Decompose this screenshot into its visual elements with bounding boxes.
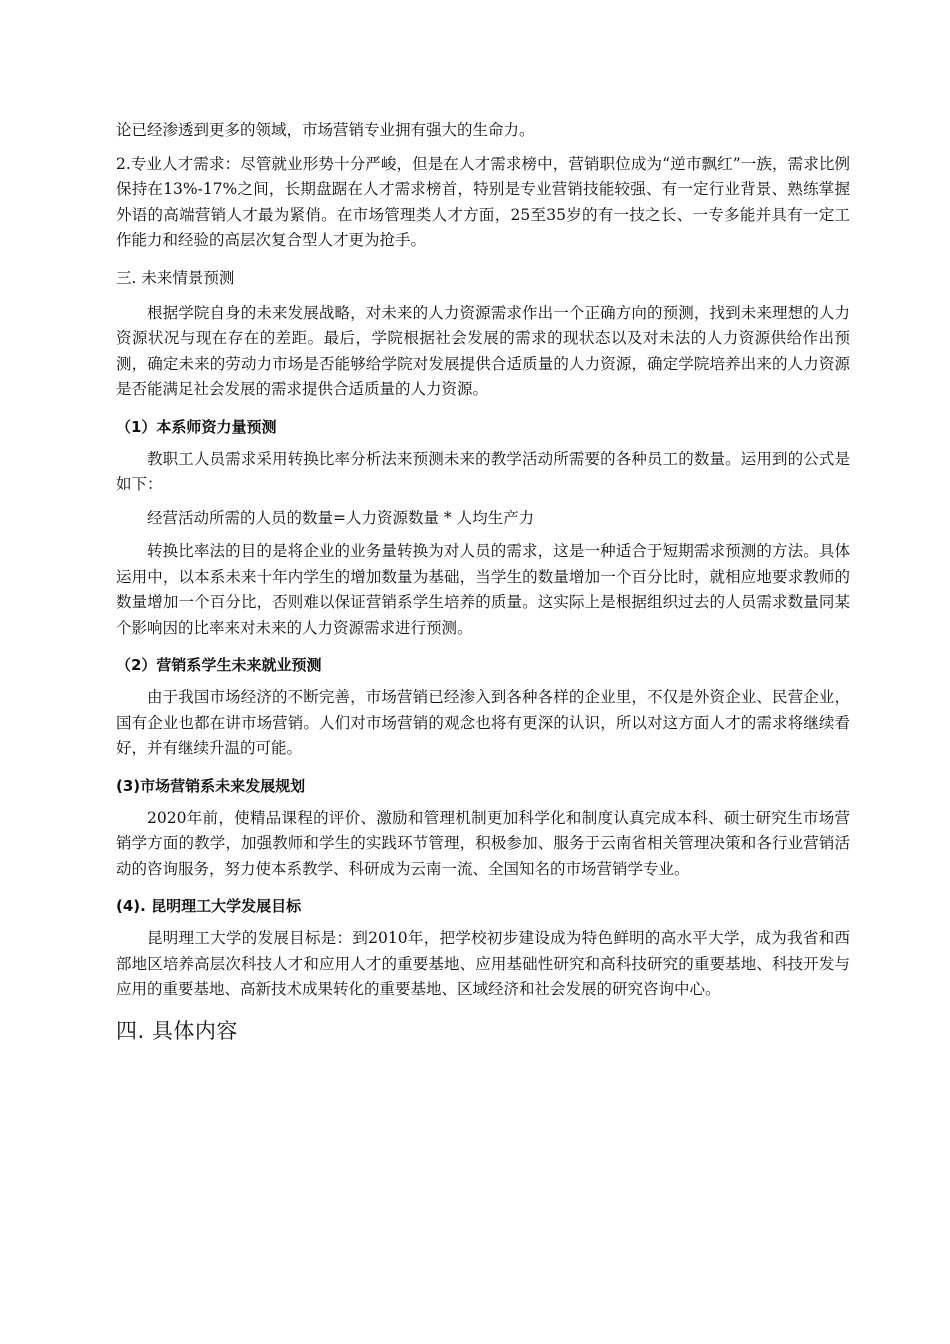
- paragraph-staff-forecast: 教职工人员需求采用转换比率分析法来预测未来的教学活动所需要的各种员工的数量。运用到的公式是如下：: [116, 449, 850, 493]
- paragraph-employment-forecast: 由于我国市场经济的不断完善，市场营销已经渗入到各种各样的企业里，不仅是外资企业、民营企业，国有企业也都在讲市场营销。人们对市场营销的观念也将有更深的认识，所以对这方面人才的需求将继续看好，并有继续升温的可能。: [116, 688, 850, 757]
- paragraph-development-plan: 2020年前，使精品课程的评价、激励和管理机制更加科学化和制度认真完成本科、硕士研究生市场营销学方面的教学，加强教师和学生的实践环节管理，积极参加、服务于云南省相关管理决策和各行业营销活动的咨询服务，努力使本系教学、科研成为云南一流、全国知名的市场营销学专业。: [116, 808, 850, 878]
- section-4-heading: 四. 具体内容: [116, 1018, 238, 1043]
- subsection-1-heading: （1）本系师资力量预测: [116, 417, 277, 436]
- subsection-4-heading: (4). 昆明理工大学发展目标: [116, 897, 302, 915]
- paragraph-continued: 论已经渗透到更多的领域，市场营销专业拥有强大的生命力。: [116, 121, 535, 139]
- paragraph-talent-demand: 2.专业人才需求：尽管就业形势十分严峻，但是在人才需求榜中，营销职位成为“逆市飘红”一族，需求比例保持在13%-17%之间，长期盘踞在人才需求榜首，特别是专业营销技能较强、有一定行业背景、熟练掌握外语的高端营销人才最为紧俏。在市场管理类人才方面，25至35岁的有一技之长、一专多能并具有一定工作能力和经验的高层次复合型人才更为抢手。: [116, 154, 850, 249]
- paragraph-ratio-method: 转换比率法的目的是将企业的业务量转换为对人员的需求，这是一种适合于短期需求预测的方法。具体运用中，以本系未来十年内学生的增加数量为基础，当学生的数量增加一个百分比时，就相应地要求教师的数量增加一个百分比，否则难以保证营销系学生培养的质量。这实际上是根据组织过去的人员需求数量同某个影响因的比率来对未来的人力资源需求进行预测。: [116, 542, 850, 637]
- section-3-heading: 三. 未来情景预测: [116, 268, 235, 287]
- document-page: [116, 118, 850, 1047]
- formula-line: 经营活动所需的人员的数量=人力资源数量 * 人均生产力: [147, 508, 535, 527]
- subsection-3-heading: (3)市场营销系未来发展规划: [116, 776, 306, 795]
- subsection-2-heading: （2）营销系学生未来就业预测: [116, 656, 322, 674]
- paragraph-university-goal: 昆明理工大学的发展目标是：到2010年，把学校初步建设成为特色鲜明的高水平大学，成为我省和西部地区培养高层次科技人才和应用人才的重要基地、应用基础性研究和高科技研究的重要基地、科技开发与应用的重要基地、高新技术成果转化的重要基地、区域经济和社会发展的研究咨询中心。: [116, 929, 850, 998]
- paragraph-section-3-intro: 根据学院自身的未来发展战略，对未来的人力资源需求作出一个正确方向的预测，找到未来理想的人力资源状况与现在存在的差距。最后，学院根据社会发展的需求的现状态以及对未法的人力资源供给作出预测，确定未来的劳动力市场是否能够给学院对发展提供合适质量的人力资源，确定学院培养出来的人力资源是否能满足社会发展的需求提供合适质量的人力资源。: [116, 303, 850, 398]
